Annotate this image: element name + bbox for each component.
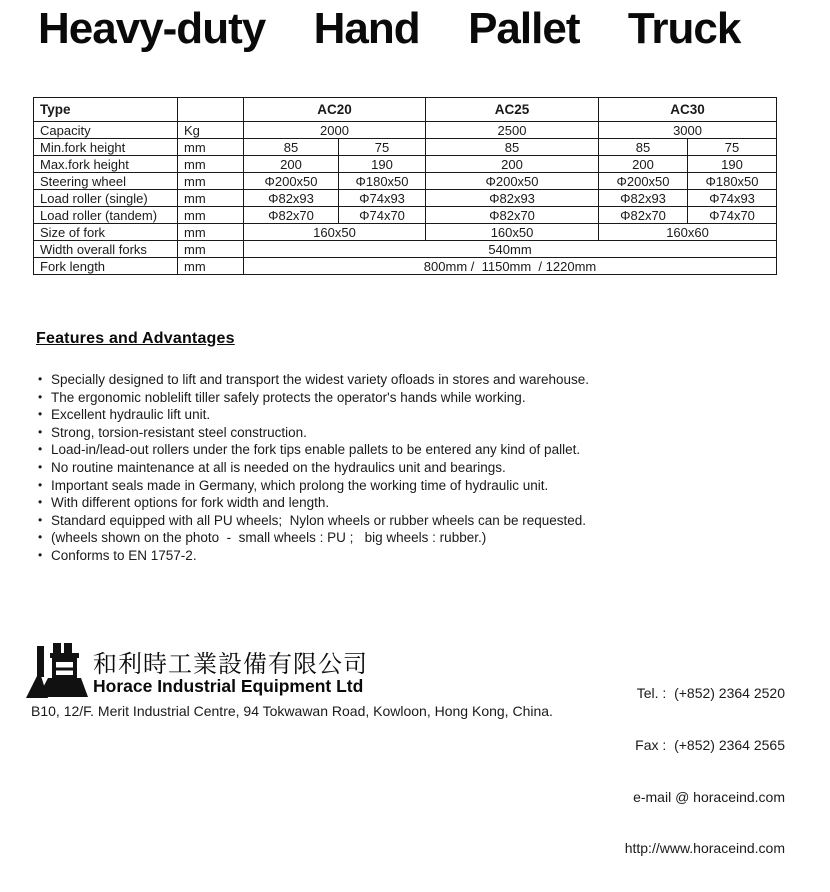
spec-cell: Φ82x70: [244, 207, 339, 224]
spec-cell: Φ82x93: [599, 190, 688, 207]
table-row-fork-length: [34, 258, 777, 275]
feature-item: • With different options for fork width and length.: [36, 494, 792, 512]
feature-item: • Strong, torsion-resistant steel construction.: [36, 424, 792, 442]
contact-block: [625, 651, 785, 892]
row-label: Load roller (single): [34, 190, 178, 207]
spec-cell: 75: [688, 139, 777, 156]
features-heading: Features and Advantages: [36, 330, 235, 347]
spec-cell: Φ74x93: [688, 190, 777, 207]
spec-cell: Φ180x50: [688, 173, 777, 190]
spec-cell: 160x50: [244, 224, 426, 241]
feature-item: • Important seals made in Germany, which prolong the working time of hydraulic unit.: [36, 477, 792, 495]
row-unit: mm: [178, 173, 244, 190]
row-label: Fork length: [34, 258, 178, 275]
spec-cell: 85: [599, 139, 688, 156]
page-title: Heavy-duty Hand Pallet Truck: [38, 4, 741, 53]
row-unit: mm: [178, 156, 244, 173]
row-unit: mm: [178, 258, 244, 275]
table-header-row: [34, 98, 777, 122]
spec-cell: 800mm / 1150mm / 1220mm: [244, 258, 777, 275]
spec-cell: 200: [426, 156, 599, 173]
feature-item: • Specially designed to lift and transport the widest variety ofloads in stores and warehouse.: [36, 371, 792, 389]
spec-cell: 190: [339, 156, 426, 173]
spec-cell: Φ200x50: [599, 173, 688, 190]
spec-cell: Φ74x93: [339, 190, 426, 207]
row-label: Max.fork height: [34, 156, 178, 173]
row-label: Size of fork: [34, 224, 178, 241]
row-unit: mm: [178, 190, 244, 207]
contact-email: e-mail @ horaceind.com: [633, 788, 785, 805]
spec-cell: 85: [426, 139, 599, 156]
table-row-width-overall-forks: [34, 241, 777, 258]
spec-cell: Φ82x93: [426, 190, 599, 207]
feature-item: • Standard equipped with all PU wheels; Nylon wheels or rubber wheels can be requested.: [36, 512, 792, 530]
spec-cell: Φ82x70: [426, 207, 599, 224]
spec-cell: 75: [339, 139, 426, 156]
spec-cell: 2000: [244, 122, 426, 139]
row-label: Min.fork height: [34, 139, 178, 156]
features-list: [36, 371, 792, 565]
col-header-unit: [178, 98, 244, 122]
table-row-max-fork-height: [34, 156, 777, 173]
spec-cell: 3000: [599, 122, 777, 139]
feature-item: • No routine maintenance at all is needed on the hydraulics unit and bearings.: [36, 459, 792, 477]
col-header-ac25: AC25: [426, 98, 599, 122]
table-row-min-fork-height: [34, 139, 777, 156]
row-label: Load roller (tandem): [34, 207, 178, 224]
feature-item: • Conforms to EN 1757-2.: [36, 547, 792, 565]
row-label: Steering wheel: [34, 173, 178, 190]
spec-cell: Φ200x50: [426, 173, 599, 190]
features-section: [36, 330, 792, 565]
spec-cell: Φ82x70: [599, 207, 688, 224]
company-logo-icon: [26, 642, 88, 700]
spec-cell: 85: [244, 139, 339, 156]
spec-cell: Φ74x70: [688, 207, 777, 224]
spec-cell: 200: [244, 156, 339, 173]
spec-cell: Φ74x70: [339, 207, 426, 224]
row-unit: mm: [178, 139, 244, 156]
table-row-load-roller-tandem: [34, 207, 777, 224]
table-row-size-of-fork: [34, 224, 777, 241]
row-unit: mm: [178, 207, 244, 224]
col-header-ac30: AC30: [599, 98, 777, 122]
row-unit: mm: [178, 241, 244, 258]
col-header-ac20: AC20: [244, 98, 426, 122]
table-row-steering-wheel: [34, 173, 777, 190]
spec-cell: 2500: [426, 122, 599, 139]
spec-cell: Φ180x50: [339, 173, 426, 190]
table-row-load-roller-single: [34, 190, 777, 207]
contact-tel: Tel. : (+852) 2364 2520: [636, 685, 785, 702]
feature-item: • Excellent hydraulic lift unit.: [36, 406, 792, 424]
table-row-capacity: [34, 122, 777, 139]
contact-website: http://www.horaceind.com: [624, 840, 785, 857]
spec-cell: 540mm: [244, 241, 777, 258]
feature-item: • Load-in/lead-out rollers under the fork tips enable pallets to be entered any kind of pallet.: [36, 441, 792, 459]
company-name-english: Horace Industrial Equipment Ltd: [93, 676, 364, 696]
spec-table: [33, 97, 777, 275]
spec-cell: 190: [688, 156, 777, 173]
company-address: B10, 12/F. Merit Industrial Centre, 94 Tokwawan Road, Kowloon, Hong Kong, China.: [31, 703, 553, 719]
row-unit: mm: [178, 224, 244, 241]
feature-item: • (wheels shown on the photo - small wheels : PU ; big wheels : rubber.): [36, 529, 792, 547]
company-name-chinese: 和利時工業設備有限公司: [93, 651, 368, 678]
spec-cell: 160x60: [599, 224, 777, 241]
row-label: Capacity: [34, 122, 178, 139]
spec-cell: Φ200x50: [244, 173, 339, 190]
spec-cell: 160x50: [426, 224, 599, 241]
row-unit: Kg: [178, 122, 244, 139]
contact-fax: Fax : (+852) 2364 2565: [635, 737, 785, 754]
col-header-type: Type: [34, 98, 178, 122]
spec-cell: Φ82x93: [244, 190, 339, 207]
row-label: Width overall forks: [34, 241, 178, 258]
spec-cell: 200: [599, 156, 688, 173]
feature-item: • The ergonomic noblelift tiller safely protects the operator's hands while working.: [36, 389, 792, 407]
